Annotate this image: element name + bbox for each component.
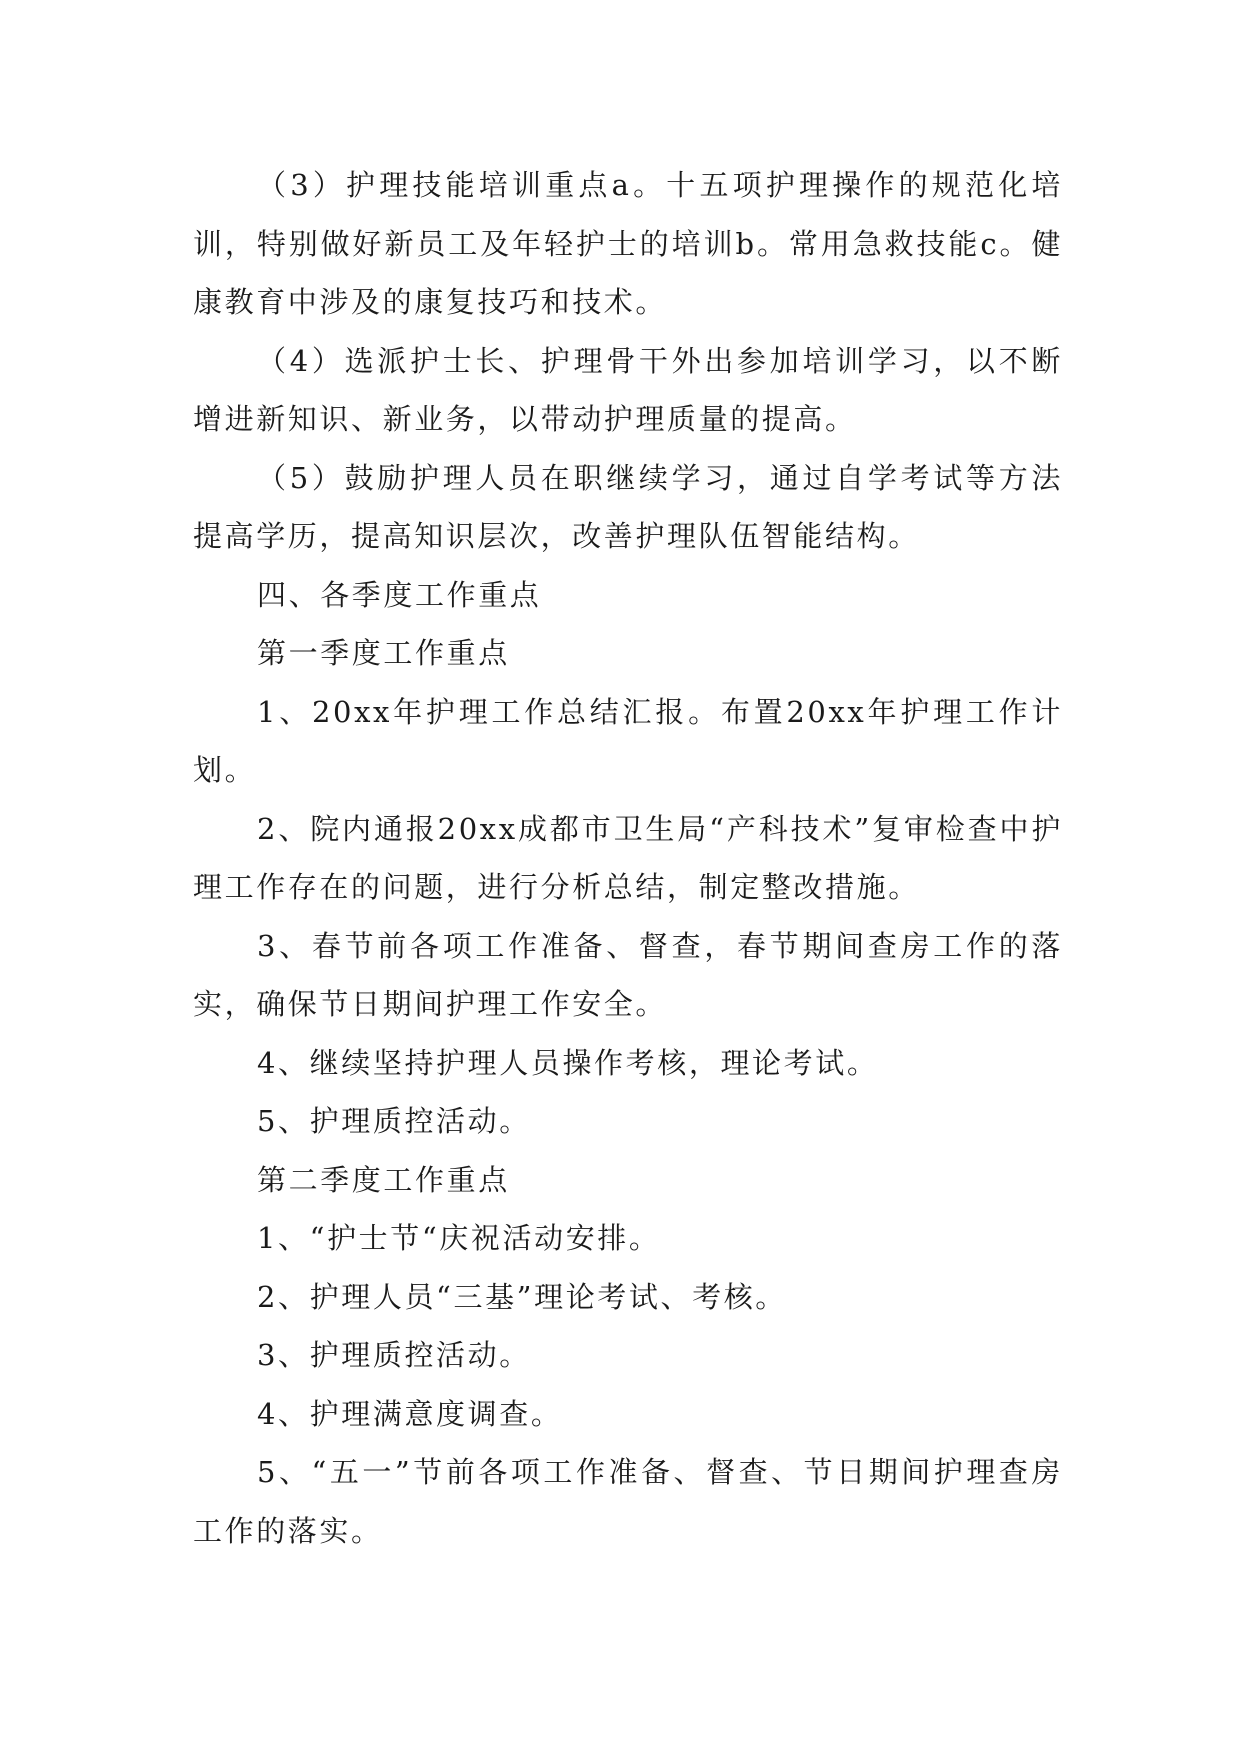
section-heading-quarterly-priorities: 四、各季度工作重点 — [257, 577, 542, 612]
list-item: 2、护理人员“三基”理论考试、考核。 — [257, 1279, 787, 1314]
list-item: 3、护理质控活动。 — [257, 1338, 531, 1372]
document-body — [193, 156, 1063, 1560]
subheading-first-quarter: 第一季度工作重点 — [257, 636, 510, 670]
list-item: 5、护理质控活动。 — [257, 1104, 531, 1138]
paragraph-nursing-skills-training: （3）护理技能培训重点a。十五项护理操作的规范化培训，特别做好新员工及年轻护士的培训b。常用急救技能c。健康教育中涉及的康复技巧和技术。 — [193, 168, 1063, 319]
list-item: 4、继续坚持护理人员操作考核，理论考试。 — [257, 1045, 879, 1080]
list-item: 1、20xx年护理工作总结汇报。布置20xx年护理工作计划。 — [193, 694, 1063, 787]
list-item: 2、院内通报20xx成都市卫生局“产科技术”复审检查中护理工作存在的问题，进行分析总结，制定整改措施。 — [193, 811, 1063, 904]
paragraph-external-training: （4）选派护士长、护理骨干外出参加培训学习，以不断增进新知识、新业务，以带动护理质量的提高。 — [193, 343, 1063, 436]
list-item: 5、“五一”节前各项工作准备、督查、节日期间护理查房工作的落实。 — [193, 1455, 1063, 1548]
paragraph-continuing-education: （5）鼓励护理人员在职继续学习，通过自学考试等方法提高学历，提高知识层次，改善护理队伍智能结构。 — [193, 460, 1063, 553]
list-item: 4、护理满意度调查。 — [257, 1396, 563, 1431]
subheading-second-quarter: 第二季度工作重点 — [257, 1162, 510, 1197]
list-item: 3、春节前各项工作准备、督查，春节期间查房工作的落实，确保节日期间护理工作安全。 — [193, 928, 1063, 1021]
list-item: 1、“护士节“庆祝活动安排。 — [257, 1221, 661, 1255]
